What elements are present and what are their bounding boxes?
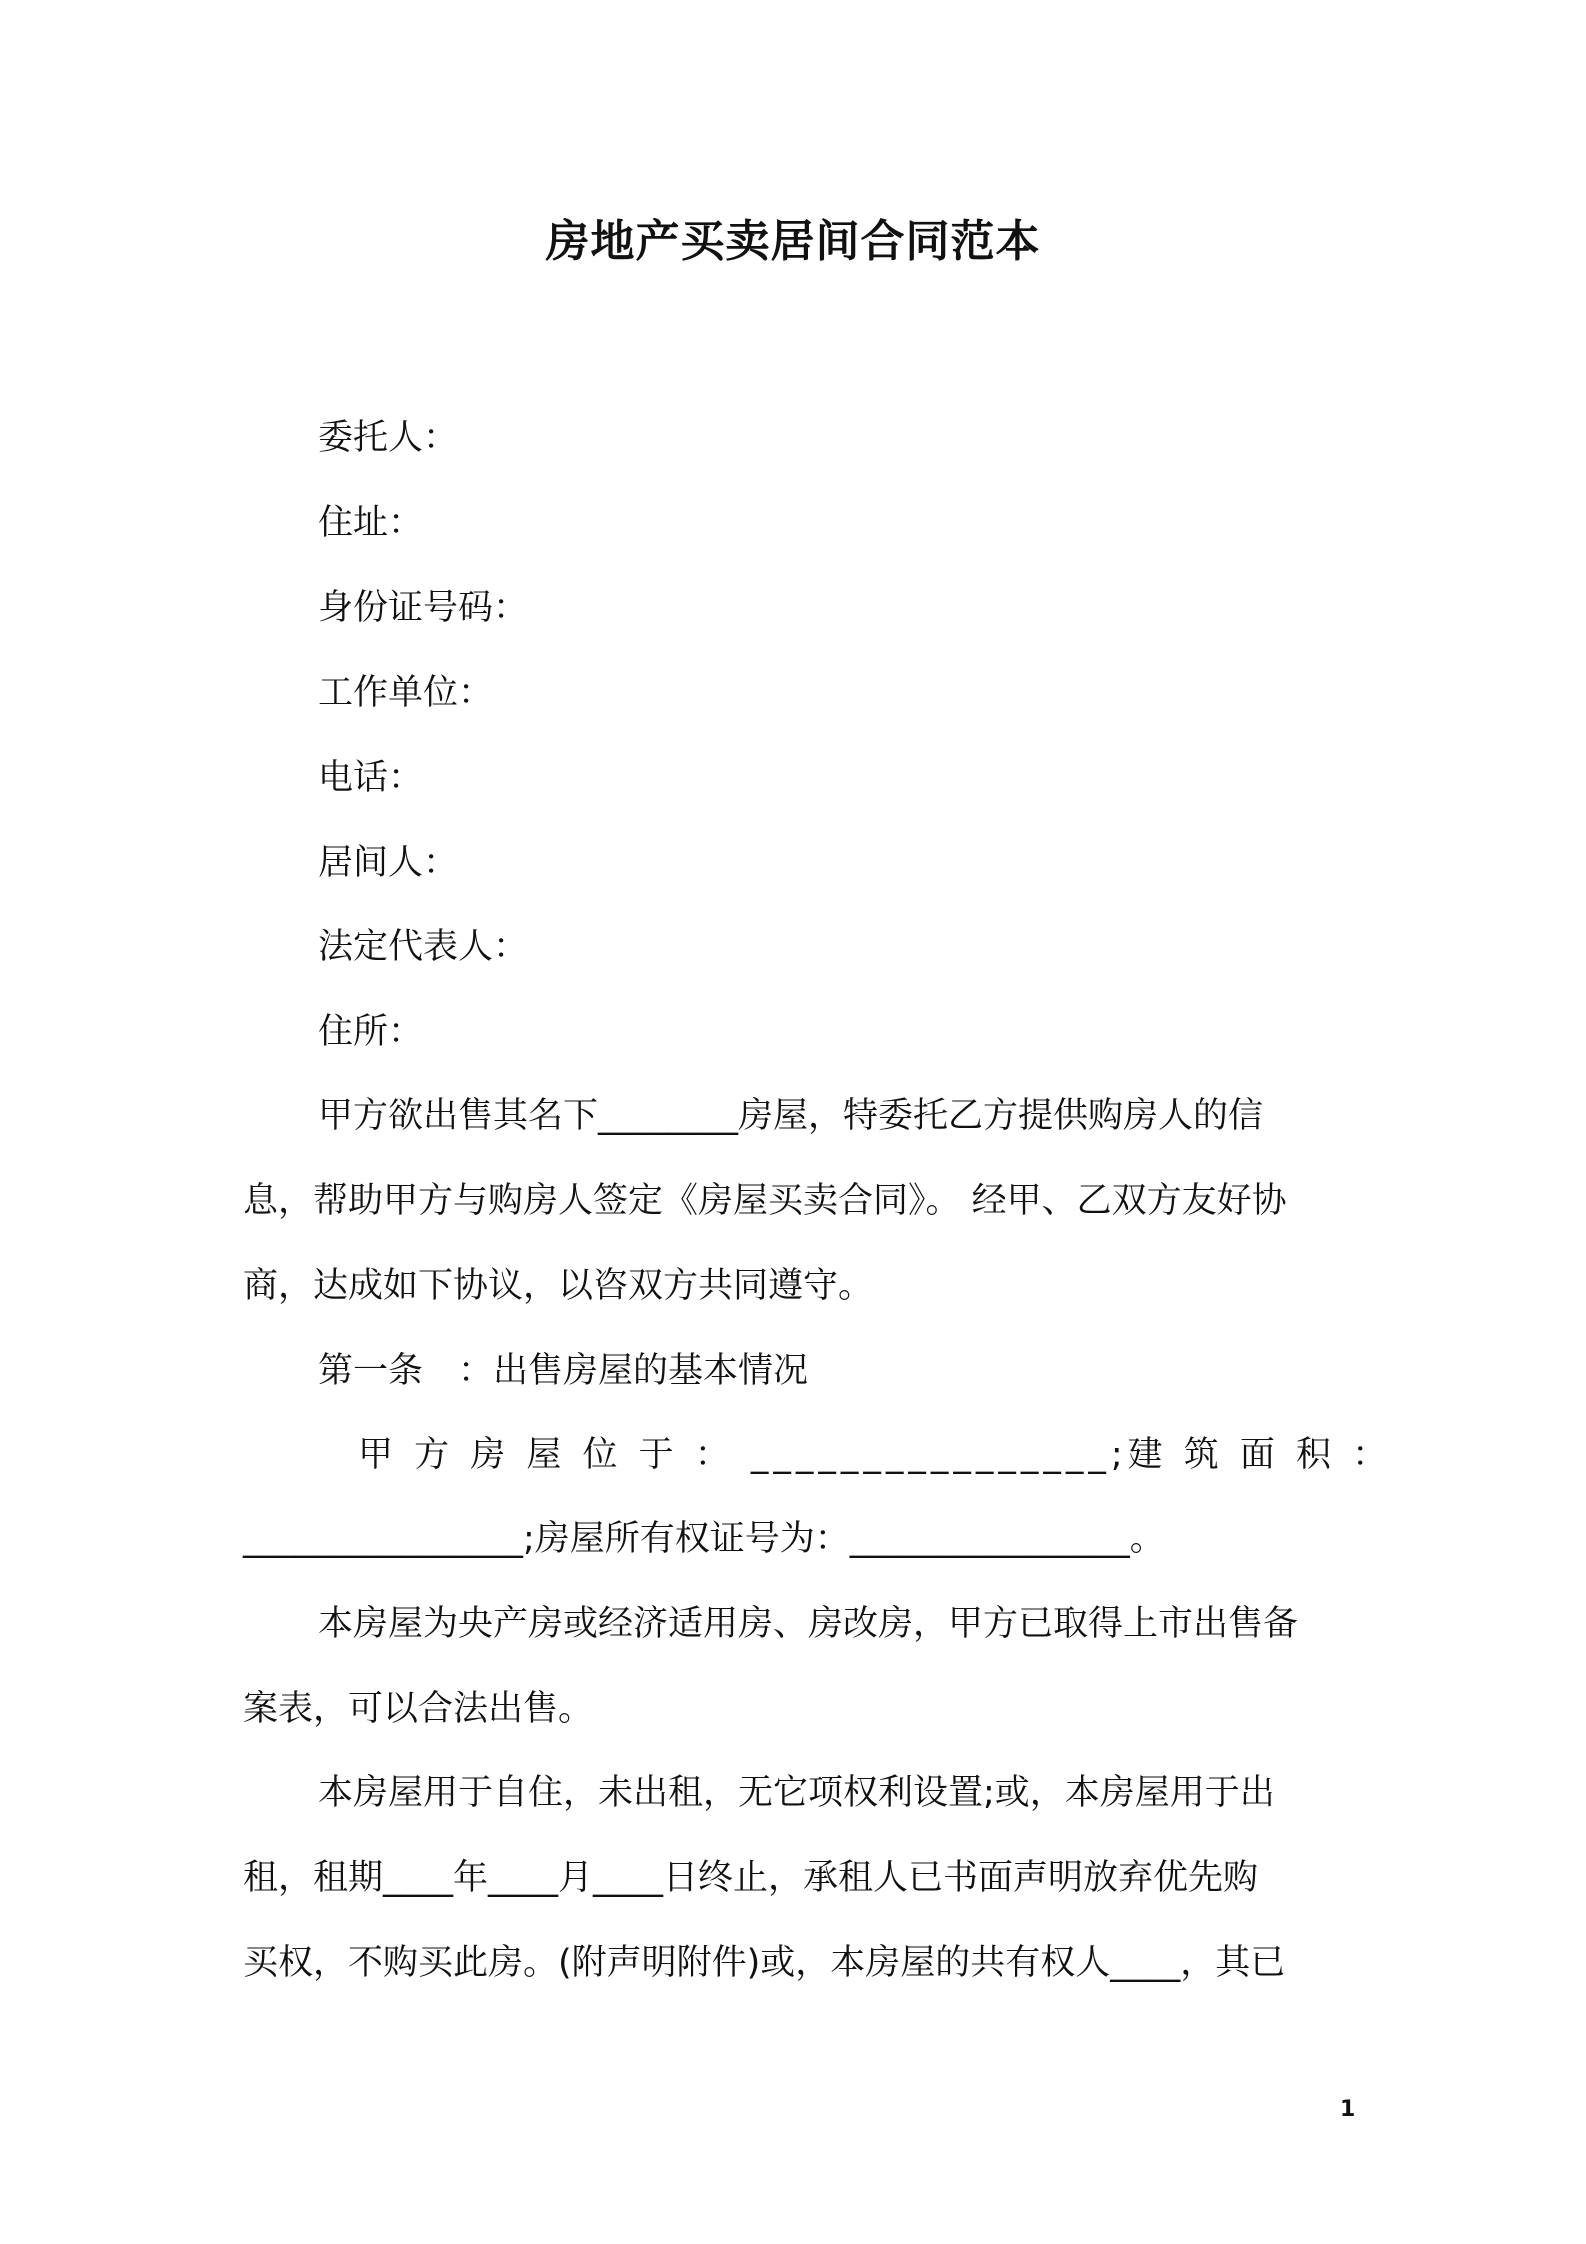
intro-line-1: 甲方欲出售其名下________房屋，特委托乙方提供购房人的信 [318, 1096, 1264, 1136]
intro-line-3: 商，达成如下协议，以咨双方共同遵守。 [243, 1266, 874, 1306]
article-one-heading: 第一条 ：出售房屋的基本情况 [318, 1351, 809, 1391]
field-domicile: 住所： [318, 1012, 424, 1052]
location-line: 甲 方 房 屋 位 于 ： ________________;建 筑 面 积 ： [358, 1435, 1393, 1475]
field-legal-representative: 法定代表人： [318, 927, 529, 967]
paragraph-three-line-3: 买权，不购买此房。(附声明附件)或，本房屋的共有权人____，其已 [243, 1943, 1286, 1983]
field-principal: 委托人： [318, 418, 459, 458]
paragraph-two-line-2: 案表，可以合法出售。 [243, 1689, 594, 1729]
field-id-number: 身份证号码： [318, 588, 529, 628]
page-number: 1 [1340, 2097, 1356, 2122]
field-work-unit: 工作单位： [318, 673, 494, 713]
area-line: ________________;房屋所有权证号为：________________。 [243, 1519, 1165, 1559]
field-phone: 电话： [318, 758, 424, 798]
field-address: 住址： [318, 503, 424, 543]
document-title: 房地产买卖居间合同范本 [545, 216, 1041, 267]
field-intermediary: 居间人： [318, 843, 459, 883]
paragraph-two-line-1: 本房屋为央产房或经济适用房、房改房，甲方已取得上市出售备 [318, 1604, 1299, 1644]
intro-line-2: 息，帮助甲方与购房人签定《房屋买卖合同》。 经甲、乙双方友好协 [243, 1181, 1287, 1221]
paragraph-three-line-2: 租，租期____年____月____日终止，承租人已书面声明放弃优先购 [243, 1858, 1259, 1898]
paragraph-three-line-1: 本房屋用于自住，未出租，无它项权利设置;或，本房屋用于出 [318, 1773, 1275, 1813]
